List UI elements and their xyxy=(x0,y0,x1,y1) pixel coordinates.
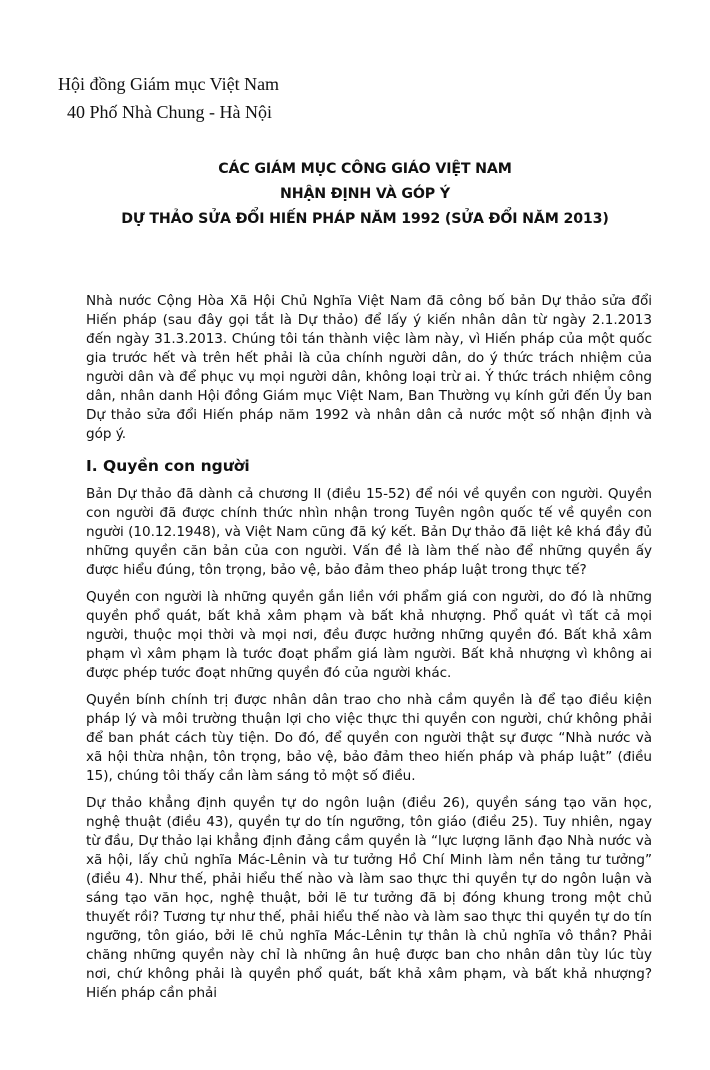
intro-paragraph: Nhà nước Cộng Hòa Xã Hội Chủ Nghĩa Việt Nam đã công bố bản Dự thảo sửa đổi Hiến pháp (sau đây gọi tắt là Dự thảo) để lấy ý kiến nhân dân từ ngày 2.1.2013 đến ngày 31.3.2013. Chúng tôi tán thành việc làm này, vì Hiến pháp của một quốc gia trước hết và trên hết phải là của chính người dân, do ý thức trách nhiệm của người dân và để phục vụ mọi người dân, không loại trừ ai. Ý thức trách nhiệm công dân, nhân danh Hội đồng Giám mục Việt Nam, Ban Thường vụ kính gửi đến Ủy ban Dự thảo sửa đổi Hiến pháp năm 1992 và nhân dân cả nước một số nhận định và góp ý. xyxy=(86,293,652,442)
paragraph: Bản Dự thảo đã dành cả chương II (điều 15-52) để nói về quyền con người. Quyền con người đã được chính thức nhìn nhận trong Tuyên ngôn quốc tế về quyền con người (10.12.1948), và Việt Nam cũng đã ký kết. Bản Dự thảo đã liệt kê khá đầy đủ những quyền căn bản của con người. Vấn đề là làm thế nào để những quyền ấy được hiểu đúng, tôn trọng, bảo vệ, bảo đảm theo pháp luật trong thực tế? xyxy=(86,486,652,578)
title-line-3: DỰ THẢO SỬA ĐỔI HIẾN PHÁP NĂM 1992 (SỬA ĐỔI NĂM 2013) xyxy=(121,211,609,227)
section-heading: I. Quyền con người xyxy=(86,457,250,475)
title-line-1: CÁC GIÁM MỤC CÔNG GIÁO VIỆT NAM xyxy=(218,161,512,177)
document-title-block xyxy=(80,157,650,232)
paragraph: Quyền bính chính trị được nhân dân trao cho nhà cầm quyền là để tạo điều kiện pháp lý và môi trường thuận lợi cho việc thực thi quyền con người, chứ không phải để ban phát cách tùy tiện. Do đó, để quyền con người thật sự được “Nhà nước và xã hội thừa nhận, tôn trọng, bảo vệ, bảo đảm theo hiến pháp và pháp luật” (điều 15), chúng tôi thấy cần làm sáng tỏ một số điều. xyxy=(86,692,652,784)
org-name: Hội đồng Giám mục Việt Nam xyxy=(58,74,280,94)
paragraph: Quyền con người là những quyền gắn liền với phẩm giá con người, do đó là những quyền phổ quát, bất khả xâm phạm và bất khả nhượng. Phổ quát vì tất cả mọi người, thuộc mọi thời và mọi nơi, đều được hưởng những quyền đó. Bất khả xâm phạm vì xâm phạm là tước đoạt phẩm giá làm người. Bất khả nhượng vì không ai được phép tước đoạt những quyền đó của người khác. xyxy=(86,589,652,681)
paragraph: Dự thảo khẳng định quyền tự do ngôn luận (điều 26), quyền sáng tạo văn học, nghệ thuật (điều 43), quyền tự do tín ngưỡng, tôn giáo (điều 25). Tuy nhiên, ngay từ đầu, Dự thảo lại khẳng định đảng cầm quyền là “lực lượng lãnh đạo Nhà nước và xã hội, lấy chủ nghĩa Mác-Lênin và tư tưởng Hồ Chí Minh làm nền tảng tư tưởng” (điều 4). Như thế, phải hiểu thế nào và làm sao thực thi quyền tự do ngôn luận và sáng tạo văn học, nghệ thuật, bởi lẽ tư tưởng đã bị đóng khung trong một chủ thuyết rồi? Tương tự như thế, phải hiểu thế nào và làm sao thực thi quyền tự do tín ngưỡng, tôn giáo, bởi lẽ chủ nghĩa Mác-Lênin tự thân là chủ nghĩa vô thần? Phải chăng những quyền này chỉ là những ân huệ được ban cho nhân dân tùy lúc tùy nơi, chứ không phải là quyền phổ quát, bất khả xâm phạm, và bất khả nhượng? Hiến pháp cần phải xyxy=(86,795,652,1001)
title-line-2: NHẬN ĐỊNH VÀ GÓP Ý xyxy=(280,186,450,202)
section-body xyxy=(86,485,652,1011)
org-address: 40 Phố Nhà Chung - Hà Nội xyxy=(67,102,272,122)
